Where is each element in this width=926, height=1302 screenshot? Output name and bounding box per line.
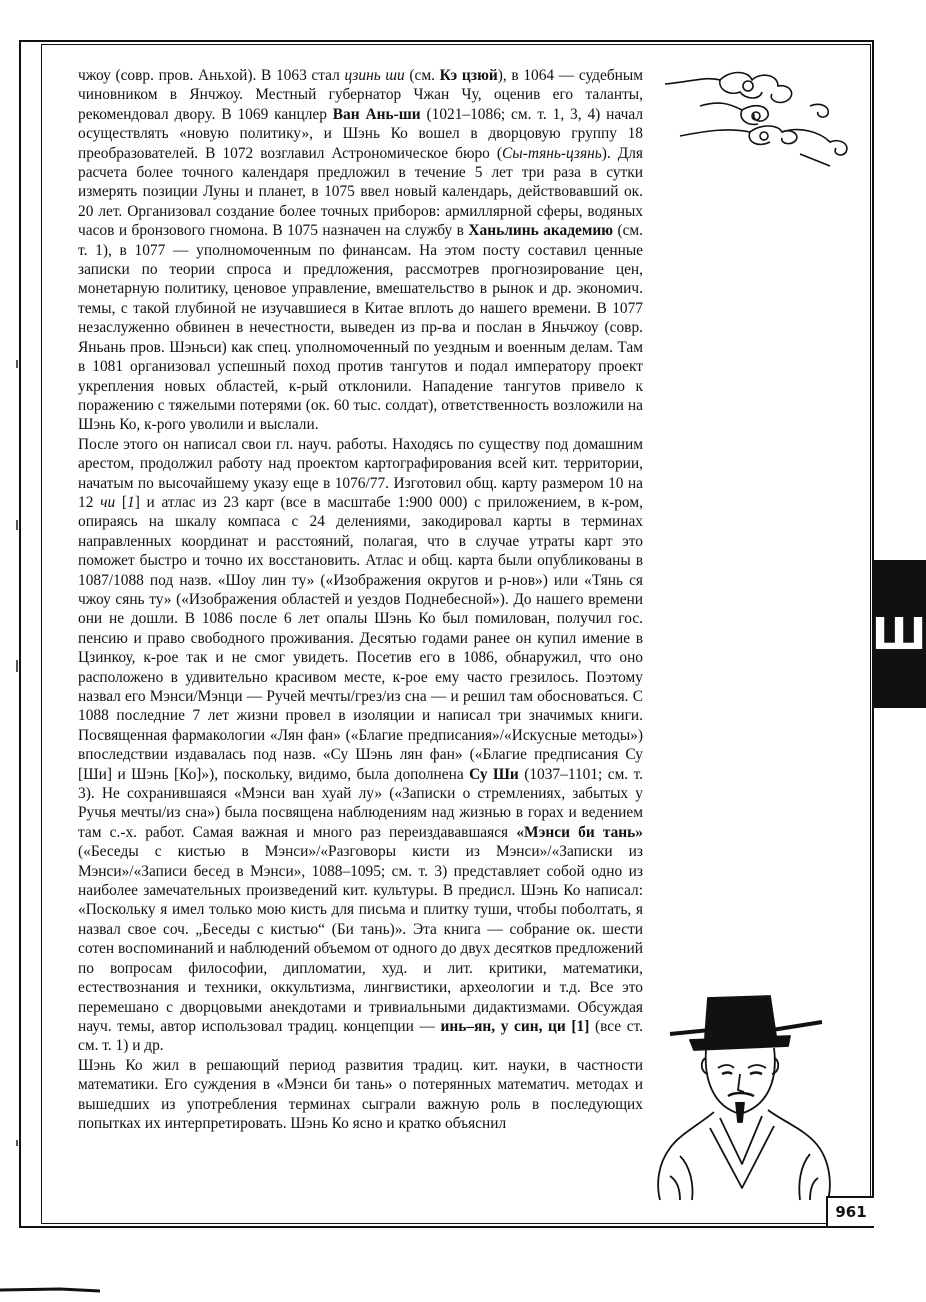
text-run: Шэнь Ко жил в решающий период развития традиц. кит. науки, в частности математики. Его суждения в «Мэнси би тань» о потерянных математич. методах и вышедших из употребления терминах сыграли важную роль в последующих попытках их интерпретировать. Шэнь Ко ясно и кратко объяснил — [78, 1056, 643, 1132]
text-run: (1037–1101; см. т. 3). Не сохранившаяся «Мэнси ван хуай лу» («Записки о стремлениях, забытых у Ручья мечты/из сна») была посвящена наблюдениям над жизнью в горах и ведением там с.-х. работ. Самая важная и много раз переиздававшаяся — [78, 765, 644, 841]
text-run: чи — [100, 493, 116, 511]
page-number: 961 — [826, 1196, 874, 1226]
margin-tick — [16, 1140, 18, 1146]
text-run: ), в 1064 — судебным чиновником в Янчжоу. Местный губернатор Чжан Чу, оценив его таланты, рекомендовал дворy. В 1069 канцлер — [78, 67, 643, 123]
text-run: цзинь ши — [344, 67, 405, 84]
text-run: Ханьлинь академию — [468, 222, 613, 240]
portrait-illustration — [650, 988, 840, 1203]
text-run: (все ст. см. т. 1) и др. — [78, 1017, 643, 1055]
text-run: «Мэнси би тань» — [516, 823, 644, 841]
paragraph — [78, 66, 643, 435]
margin-tick — [16, 520, 18, 530]
margin-tick — [16, 360, 18, 368]
text-run: Ван Ань-ши — [332, 105, 421, 123]
cloud-ornament-icon — [660, 66, 860, 176]
text-run: (1021–1086; см. т. 1, 3, 4) начал осуществлять «новую политику», и Шэнь Ко вошел в дворцовую группу 18 преобразователей. В 1072 возглавил Астрономическое бюро ( — [78, 105, 644, 162]
article-body — [78, 66, 643, 1133]
text-run: ). Для расчета более точного календаря предложил в течение 5 лет три раза в сутки измерять позиции Луны и планет, в 1075 ввел новый календарь, действовавший ок. 20 лет. Организовал создание более точных приборов: армиллярной сферы, водяных часов и бронзового гномона. В 1075 назначен на службу в — [78, 144, 643, 240]
scan-edge-mark — [0, 1287, 100, 1293]
text-run: 1 — [127, 493, 135, 511]
margin-tick — [16, 660, 18, 672]
text-run: Су Ши — [469, 765, 519, 783]
text-run: инь–ян, у син, ци [1] — [440, 1017, 590, 1035]
text-run: После этого он написал свои гл. науч. работы. Находясь по существу под домашним арестом, продолжил работу над проектом картографирования всей кит. территории, начатым по высочайшему указу еще в 1076/77. Изготовил общ. карту размером 10 на 12 — [78, 435, 643, 511]
text-run: (см. — [404, 67, 440, 84]
paragraph — [78, 1056, 643, 1134]
text-run: («Беседы с кистью в Мэнси»/«Разговоры кисти из Мэнси»/«Записки из Мэнси»/«Записи бесед в Мэнси», 1088–1095; см. т. 3) представляет собой одно из наиболее замечательных произведений кит. культуры. В предисл. Шэнь Ко написал: «Поскольку я имел только мою кисть для письма и плитку туши, чтобы поболтать, я назвал свое соч. „Беседы с кистью“ (Би тань)». Эта книга — собрание ок. шести сотен воспоминаний и наблюдений объемом от одного до двух десятков предложений по вопросам философии, дипломатии, худ. и лит. критики, математики, естествознания и техники, оккультизма, лингвистики, археологии и т.д. Все это перемешано с дворцовыми анекдотами и тривиальными дидактизмами. Обсуждая науч. темы, автор использовал традиц. концепции — — [78, 843, 643, 1035]
text-run: ] и атлас из 23 карт (все в масштабе 1:900 000) с приложением, в к-ром, опираясь на шкалу компаса с 24 делениями, закодировал карты в терминах направленных координат и расстояний, полагая, что в случае утраты карт это поможет быстро и точно их восстановить. Атлас и общ. карта были опубликованы в 1087/1088 под назв. «Шоу лин ту» («Изображения округов и р-нов») или «Тянь ся чжоу сянь ту» («Изображения областей и уездов Поднебесной»). До нашего времени они не дошли. В 1086 после 6 лет опалы Шэнь Ко был помилован, получил гос. пенсию и право свободного проживания. Десятью годами ранее он купил имение в Цзинкоу, к-рое так и не смог увидеть. Посетив его в 1086, обнаружил, что оно расположено в удивительно красивом месте, к-рое ему часто грезилось. Поэтому назвал его Мэнси/Мэнци — Ручей мечты/грез/из сна — и решил там обосноваться. С 1088 последние 7 лет жизни провел в изоляции и написал три значимых книги. Посвященная фармакологии «Лян фан» («Благие предписания»/«Искусные методы») впоследствии издавалась под назв. «Су Шэнь лян фан» («Благие предписания Су [Ши] и Шэнь [Ко]»), поскольку, видимо, была дополнена — [78, 493, 643, 783]
text-run: Сы-тянь-цзянь — [502, 144, 602, 162]
text-run: (см. т. 1), в 1077 — уполномоченным по финансам. На этом посту составил ценные записки по теории спроса и предложения, рассмотрев прогнозирование цен, монетарную политику, ценовое управление, вмешательство в рынок и др. экономич. темы, с такой глубиной не изучавшиеся в Китае вплоть до нашего времени. В 1077 незаслуженно обвинен в нечестности, выведен из пр-ва и послан в Яньчжоу (совр. Яньань пров. Шэньси) как спец. уполномоченный по уездным и военным делам. Там в 1081 организовал успешный поход против тангутов и подал императору проект укрепления новых областей, к-рый отклонили. Нападение тангутов привело к поражению с тяжелыми потерями (ок. 60 тыс. солдат), ответственность возложили на Шэнь Ко, к-рого уволили и выслали. — [78, 222, 643, 434]
section-letter-tab: Ш — [872, 560, 926, 708]
text-run: чжоу (совр. пров. Аньхой). В 1063 стал — [78, 67, 345, 84]
text-run: [ — [115, 493, 127, 511]
paragraph — [78, 435, 643, 1056]
text-run: Кэ цзюй — [439, 67, 498, 84]
